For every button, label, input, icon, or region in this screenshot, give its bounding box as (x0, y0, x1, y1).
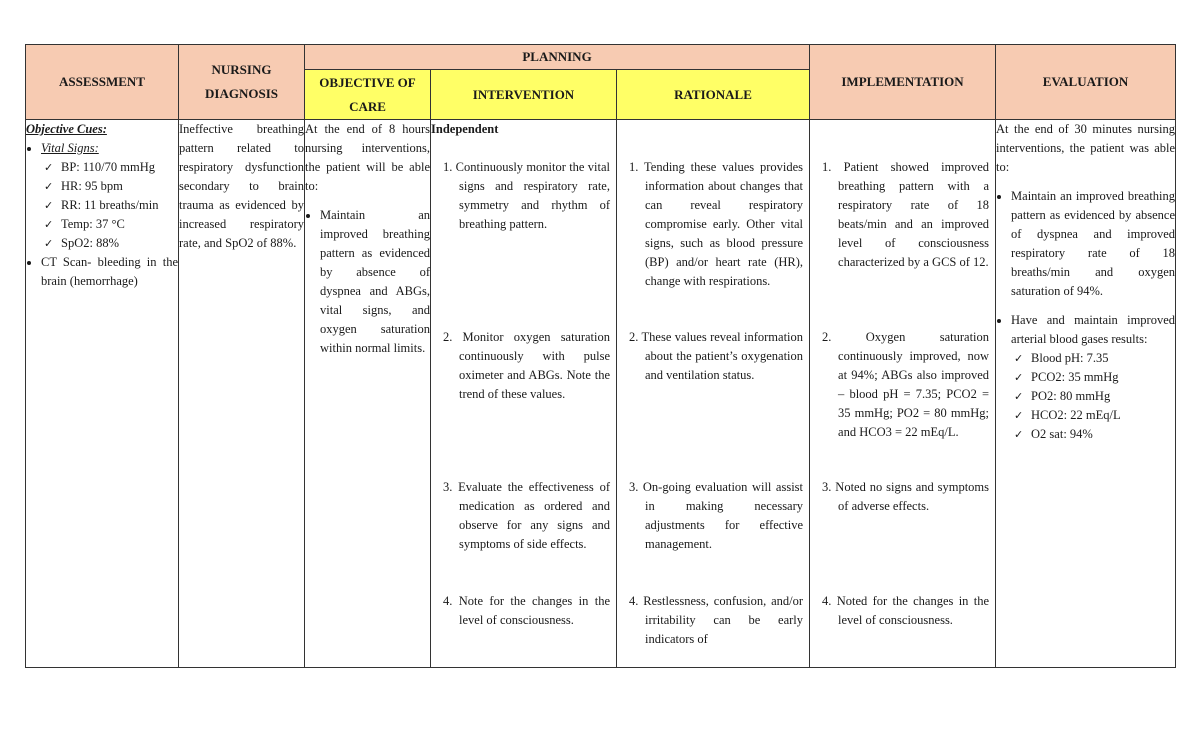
blood-gas-item: ✓ HCO2: 22 mEq/L (1031, 406, 1175, 425)
evaluation-bullet: Have and maintain improved arterial blood gases results: (1011, 313, 1176, 346)
header-rationale: RATIONALE (617, 70, 810, 120)
rationale-item: 1. Tending these values provides information about changes that can reveal respiratory compromise early. Other vital signs, such as blood pressure (BP) and/or heart rate (HR), change with respirations. (629, 160, 804, 288)
vital-sign-item: ✓ RR: 11 breaths/min (61, 196, 178, 215)
vital-sign-item: ✓ SpO2: 88% (61, 234, 178, 253)
objective-cues-title: Objective Cues: (26, 122, 107, 136)
blood-gas-item: ✓ PCO2: 35 mmHg (1031, 368, 1175, 387)
ct-scan-finding: • CT Scan- bleeding in the brain (hemorrhage) (41, 253, 178, 291)
diagnosis-text: Ineffective breathing pattern related to respiratory dysfunction secondary to brain trauma as evidenced by increased respiratory rate, and SpO2 of 88%. (179, 122, 304, 250)
vital-signs-list (41, 158, 178, 253)
blood-gas-item: ✓ Blood pH: 7.35 (1031, 349, 1175, 368)
assessment-list (26, 139, 178, 291)
blood-gas-item: ✓ PO2: 80 mmHg (1031, 387, 1175, 406)
rationale-item: 4. Restlessness, confusion, and/or irritability can be early indicators of (629, 594, 804, 646)
objective-list (305, 206, 430, 358)
intervention-cell (431, 120, 617, 668)
assessment-cell (26, 120, 179, 668)
vital-sign-item: ✓ Temp: 37 °C (61, 215, 178, 234)
header-assessment: ASSESSMENT (26, 45, 179, 120)
evaluation-list (996, 187, 1175, 444)
implementation-item: 1. Patient showed improved breathing pattern with a respiratory rate of 18 beats/min and an improved level of consciousness characterized by a GCS of 12. (822, 160, 990, 269)
intervention-item: 4. Note for the changes in the level of consciousness. (443, 594, 610, 627)
rationale-item: 2. These values reveal information about the patient’s oxygenation and ventilation status. (629, 330, 804, 382)
evaluation-bullet: • Maintain an improved breathing pattern as evidenced by absence of dyspnea and improved respiratory rate of 18 breaths/min and oxygen saturation of 94%. (1011, 187, 1175, 301)
intervention-item: 1. Continuously monitor the vital signs and respiratory rate, symmetry and rhythm of breathing pattern. (443, 160, 610, 231)
header-implementation: IMPLEMENTATION (810, 45, 996, 120)
vital-sign-item: ✓ BP: 110/70 mmHg (61, 158, 178, 177)
implementation-item: 2. Oxygen saturation continuously improved, now at 94%; ABGs also improved – blood pH = 7.35; PCO2 = 35 mmHg; PO2 = 80 mmHg; and HCO3 = 22 mEq/L. (822, 330, 990, 439)
objective-cell (305, 120, 431, 668)
objective-intro: At the end of 8 hours nursing interventions, the patient will be able to: (305, 122, 430, 193)
evaluation-cell (996, 120, 1176, 668)
objective-bullet: • Maintain an improved breathing pattern as evidenced by absence of dyspnea and ABGs, vital signs, and oxygen saturation within normal limits. (320, 206, 430, 358)
diagnosis-cell (179, 120, 305, 668)
blood-gas-list (1011, 349, 1175, 444)
vital-signs-label: Vital Signs: (41, 141, 99, 155)
header-nursing-diagnosis: NURSING DIAGNOSIS (179, 45, 305, 120)
header-evaluation: EVALUATION (996, 45, 1176, 120)
blood-gas-item: ✓ O2 sat: 94% (1031, 425, 1175, 444)
implementation-cell (810, 120, 996, 668)
header-intervention: INTERVENTION (431, 70, 617, 120)
evaluation-intro: At the end of 30 minutes nursing interventions, the patient was able to: (996, 122, 1176, 174)
independent-heading: Independent (431, 122, 499, 136)
header-objective-of-care: OBJECTIVE OF CARE (305, 70, 431, 120)
header-planning: PLANNING (305, 45, 810, 70)
rationale-cell (617, 120, 810, 668)
rationale-item: 3. On-going evaluation will assist in making necessary adjustments for effective management. (629, 480, 804, 551)
intervention-item: 3. Evaluate the effectiveness of medication as ordered and observe for any signs and symptoms of side effects. (443, 480, 610, 551)
implementation-item: 3. Noted no signs and symptoms of adverse effects. (822, 480, 990, 513)
vital-sign-item: ✓ HR: 95 bpm (61, 177, 178, 196)
implementation-item: 4. Noted for the changes in the level of consciousness. (822, 594, 990, 627)
nursing-care-plan-table (25, 44, 1176, 668)
intervention-item: 2. Monitor oxygen saturation continuously with pulse oximeter and ABGs. Note the trend of these values. (443, 330, 610, 401)
